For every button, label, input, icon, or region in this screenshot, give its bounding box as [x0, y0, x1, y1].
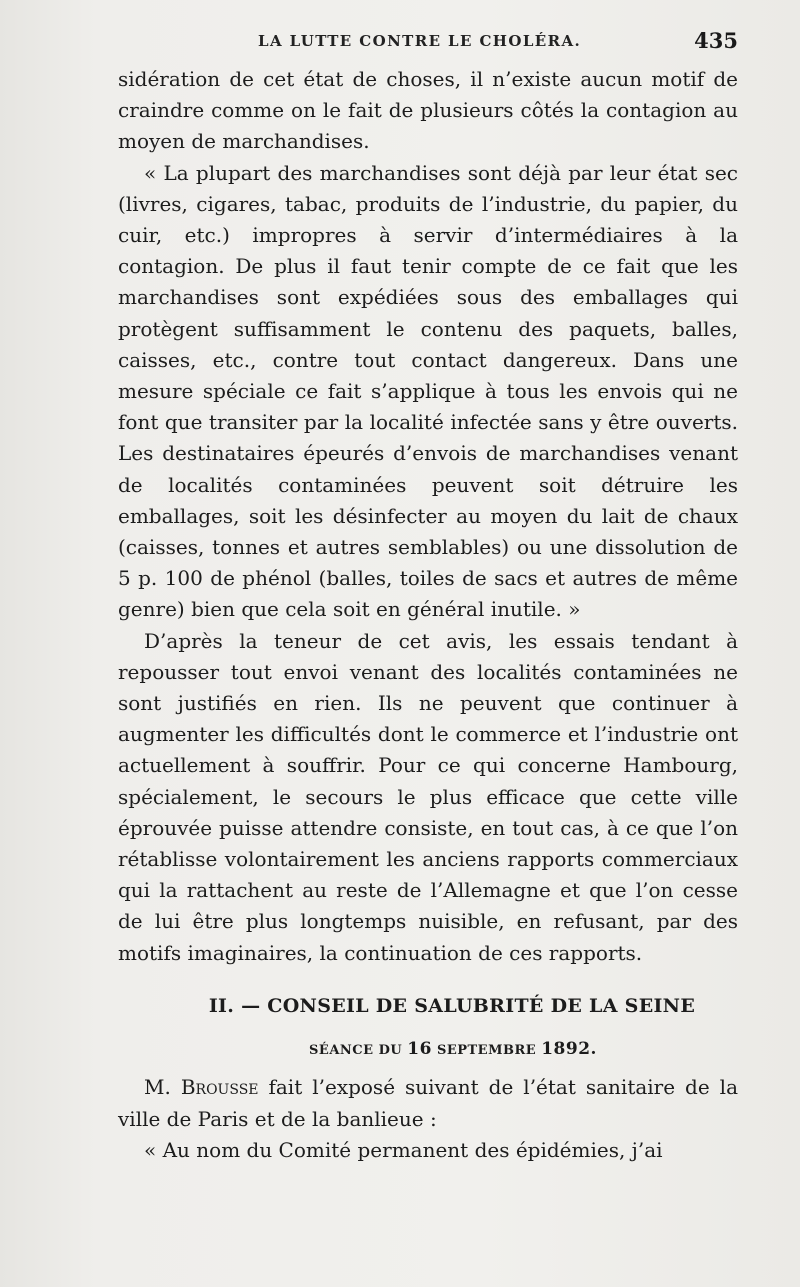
paragraph-quoted-notice: « La plupart des marchandises sont déjà par leur état sec (livres, cigares, tabac, produits de l’industrie, du papier, du cuir, etc.) impropres à servir d’intermédiaires à la contagion. De plus il faut tenir compte de ce fait que les marchandises sont expédiées sous des emballages qui protègent suffisamment le contenu des paquets, balles, caisses, etc., contre tout contact dangereux. Dans une mesure spéciale ce fait s’applique à tous les envois qui ne font que transiter par la localité infectée sans y être ouverts. Les destinataires épeurés d’envois de marchandises venant de localités contaminées peuvent soit détruire les emballages, soit les désinfecter au moyen du lait de chaux (caisses, tonnes et autres semblables) ou une dissolution de 5 p. 100 de phénol (balles, toiles de sacs et autres de même genre) bien que cela soit en général inutile. »	[118, 160, 738, 622]
speaker-name: Brousse	[180, 1075, 259, 1100]
section-title: II. — CONSEIL DE SALUBRITÉ DE LA SEINE	[208, 994, 696, 1017]
paragraph-comite: « Au nom du Comité permanent des épidémies, j’ai	[144, 1137, 663, 1162]
speaker-prefix: M.	[144, 1075, 171, 1100]
page-body	[118, 64, 738, 1166]
page-header	[118, 28, 738, 58]
page-number: 435	[694, 28, 738, 53]
paragraph-commentary: D’après la teneur de cet avis, les essais tendant à repousser tout envoi venant des localités contaminées ne sont justifiés en rien. Ils ne peuvent que continuer à augmenter les difficultés dont le commerce et l’industrie ont actuellement à souffrir. Pour ce qui concerne Hambourg, spécialement, le secours le plus efficace que cette ville éprouvée puisse attendre consiste, en tout cas, à ce que l’on rétablisse volontairement les anciens rapports commerciaux qui la rattachent au reste de l’Allemagne et que l’on cesse de lui être plus longtemps nuisible, en refusant, par des motifs imaginaires, la continuation de ces rapports.	[118, 628, 738, 965]
seance-day: 16	[407, 1039, 432, 1060]
seance-year: 1892.	[541, 1039, 597, 1060]
running-title: LA LUTTE CONTRE LE CHOLÉRA.	[258, 32, 582, 50]
seance-date	[118, 1034, 738, 1066]
paragraph-brousse-text: fait l’exposé suivant de l’état sanitaire de la ville de Paris et de la banlieue :	[118, 1075, 738, 1131]
seance-month: SEPTEMBRE	[436, 1043, 537, 1059]
seance-prefix: SÉANCE DU	[309, 1043, 403, 1059]
paragraph-continuation: sidération de cet état de choses, il n’existe aucun motif de craindre comme on le fait de plusieurs côtés la contagion au moyen de marchandises.	[118, 67, 738, 154]
paragraph-brousse	[118, 1072, 738, 1134]
